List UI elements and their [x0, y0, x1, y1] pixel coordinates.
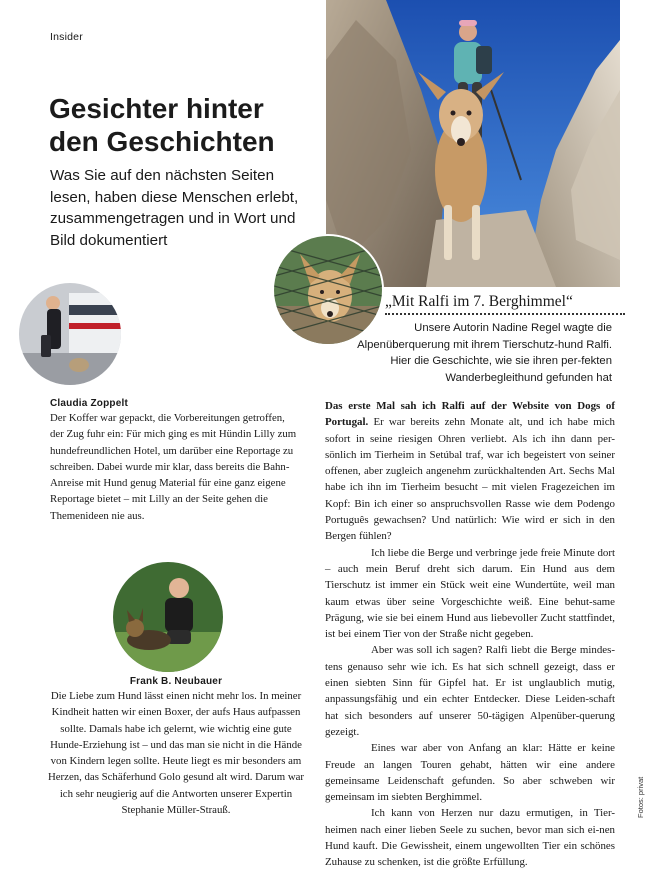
claudia-portrait-photo	[19, 283, 121, 385]
section-label: Insider	[50, 31, 83, 43]
claudia-portrait-illustration	[19, 283, 121, 385]
body-intro-lead: Das erste Mal sah ich Ralfi auf der Website von Dogs of Portugal.	[325, 400, 615, 429]
frank-portrait-illustration	[113, 562, 223, 672]
frank-bio-text: Die Liebe zum Hund lässt einen nicht mehr los. In meiner Kindheit hatten wir einen Boxer, der aufs Haus aufpassen sollte. Damals habe ich gelernt, wie wichtig eine gute Hunde-Erziehung ist – und das man sie nicht in die Hände von Kindern legen sollte. Heute liegt es mir besonders am Herzen, das Schäferhund Golo gesund alt wird. Darum war ich sehr neugierig auf die Antworten unserer Expertin Stephanie Müller-Strauß.	[47, 690, 305, 817]
body-paragraph	[325, 398, 615, 545]
body-paragraph: Ich kann von Herzen nur dazu ermutigen, in Tier-heimen nach einer lieben Seele zu suchen, bevor man sich ei-nen Hund kauft. Die Gewissheit, einem ungewollten Tier ein schönes Zuhause zu schenken, ist die größte Erfüllung.	[325, 807, 615, 869]
body-paragraph: Ich liebe die Berge und verbringe jede freie Minute dort – auch mein Beruf dreht sich darum. Ein Hund aus dem Tierschutz ist immer ein Stück weit eine Wundertüte, weil man kaum etwas über seine Vorgeschichte weiß. Eine behut-same Prägung, wie sie bei einem Hund aus liebevoller Zucht stattfindet, ist bei einem Tier von der Straße nicht gegeben.	[325, 546, 615, 641]
page-headline: Gesichter hinter den Geschichten	[49, 93, 275, 157]
photo-credit: Fotos: privat	[636, 776, 645, 818]
body-paragraph: Eines war aber von Anfang an klar: Hätte er keine Freude an langen Touren gehabt, hätten wir eine andere gemeinsame Leidenschaft gefunden. So aber schweben wir gemeinsam im siebten Berghimmel.	[325, 742, 615, 804]
intro-text: Was Sie auf den nächsten Seiten lesen, haben diese Menschen erlebt, zusammengetragen und in Wort und Bild dokumentiert	[50, 167, 299, 249]
hero-photo-hiker-with-dog	[326, 0, 620, 287]
frank-portrait-photo	[113, 562, 223, 672]
frank-name: Frank B. Neubauer	[129, 676, 223, 687]
claudia-bio-text: Der Koffer war gepackt, die Vorbereitungen getroffen, der Zug fuhr ein: Für mich ging es mit Hündin Lilly zum hundefreundlichen Hotel, um darüber eine Reportage zu schreiben. Dabei wurde mir klar, dass bereits die Bahn-Anreise mit Hund genug Material für eine ganz eigene Reportage bietet – mit Lilly an der Seite gehen die Themenideen nie aus.	[50, 412, 297, 522]
feature-body	[325, 398, 615, 871]
claudia-name: Claudia Zoppelt	[50, 398, 128, 409]
body-paragraph-text: Er war bereits zehn Monate alt, und ich habe mich sofort in seine riesigen Ohren verliebt. Als ich ihn dann per-sönlich im Tierheim in Setúbal traf, war ich begeistert von seiner offenen, aber zugleich angenehm zurückhaltenden Art. Sechs Mal habe ich ihn im Tierheim besucht – mit vielen Fragezeichen im Kopf: Bin ich einer so anspruchsvollen Rasse wie dem Podengo Português gewachsen? Und natürlich: Wie wird er sich in den Bergen fühlen?	[325, 416, 615, 543]
feature-lede: Unsere Autorin Nadine Regel wagte die Alpenüberquerung mit ihrem Tierschutz-hund Ralfi. Hier die Geschichte, wie sie ihren per-fekten Wanderbegleithund gefunden hat	[357, 322, 612, 384]
feature-title: „Mit Ralfi im 7. Berghimmel“	[385, 293, 573, 310]
title-dotted-divider	[385, 313, 625, 315]
body-paragraph: Aber was soll ich sagen? Ralfi liebt die Berge mindes-tens genauso sehr wie ich. Es hat sich schnell gezeigt, dass er einen siebten Sinn für Gipfel hat. Er ist unglaublich mutig, anpassungsfähig und ein echter Entdecker. Diese Leiden-schaft hat sich besonders auf unserer 50-tägigen Alpenüber-querung gezeigt.	[325, 644, 615, 738]
hero-photo-illustration	[326, 0, 620, 287]
